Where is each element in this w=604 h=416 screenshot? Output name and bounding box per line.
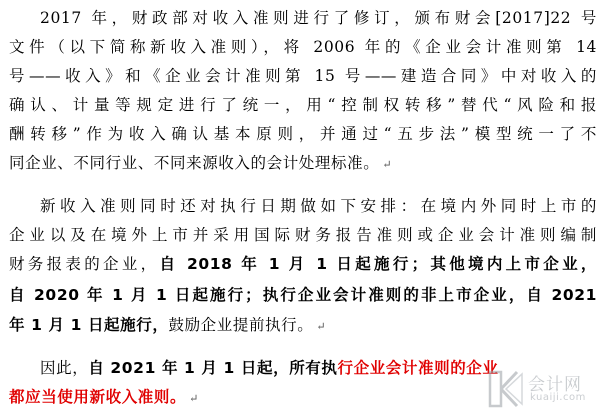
- paragraph-2-line-1: 新收入准则同时还对执行日期做如下安排：在境内外同时上市的: [40, 197, 597, 215]
- paragraph-2-line-5-bold: 年 1 月 1 日起施行，: [9, 316, 169, 334]
- paragraph-1-line-4: 确认、计量等规定进行了统一，用“控制权转移”替代“风险和报: [9, 96, 597, 114]
- paragraph-2-line-3-bold: 自 2018 年 1 月 1 日起施行；其他境内上市企业，: [159, 255, 597, 273]
- paragraph-1-line-3: 号——收入》和《企业会计准则第 15 号——建造合同》中对收入的: [9, 67, 597, 85]
- paragraph-3-line-1-bold: 自 2021 年 1 月 1 日起，所有执: [88, 359, 338, 377]
- watermark-domain: kuaiji.com: [530, 392, 586, 403]
- paragraph-1-line-5: 酬转移”作为收入确认基本原则，并通过“五步法”模型统一了不: [9, 125, 597, 143]
- paragraph-1-line-6-text: 同企业、不同行业、不同来源收入的会计处理标准。: [9, 154, 380, 172]
- paragraph-3-line-2-red: 都应当使用新收入准则。: [9, 388, 187, 406]
- paragraph-mark-icon: ↵: [382, 158, 392, 171]
- kuaiji-watermark: [486, 366, 598, 412]
- paragraph-2-line-5-normal: 鼓励企业提前执行。: [168, 316, 314, 334]
- paragraph-2-line-2: 企业以及在境外上市并采用国际财务报告准则或企业会计准则编制: [9, 226, 597, 244]
- paragraph-mark-icon: ↵: [316, 320, 326, 333]
- paragraph-3-line-1-normal: 因此，: [40, 359, 89, 377]
- paragraph-1-line-6: [9, 149, 597, 177]
- paragraph-2-line-3: [9, 250, 597, 278]
- kuaiji-logo-icon: [486, 368, 526, 410]
- watermark-text: 会计网: [528, 375, 582, 395]
- paragraph-2-line-3-normal: 财务报表的企业，: [9, 255, 160, 273]
- paragraph-1-line-1: 2017 年，财政部对收入准则进行了修订，颁布财会[2017]22 号: [40, 9, 597, 27]
- paragraph-2-line-4: 自 2020 年 1 月 1 日起施行；执行企业会计准则的非上市企业，自 2021: [9, 286, 597, 304]
- paragraph-2-line-5: [9, 311, 597, 339]
- paragraph-3-line-1-red: 行企业会计准则的企业: [337, 359, 499, 377]
- paragraph-mark-icon: ↵: [189, 392, 199, 405]
- paragraph-1-line-2: 文件（以下简称新收入准则），将 2006 年的《企业会计准则第 14: [9, 38, 597, 56]
